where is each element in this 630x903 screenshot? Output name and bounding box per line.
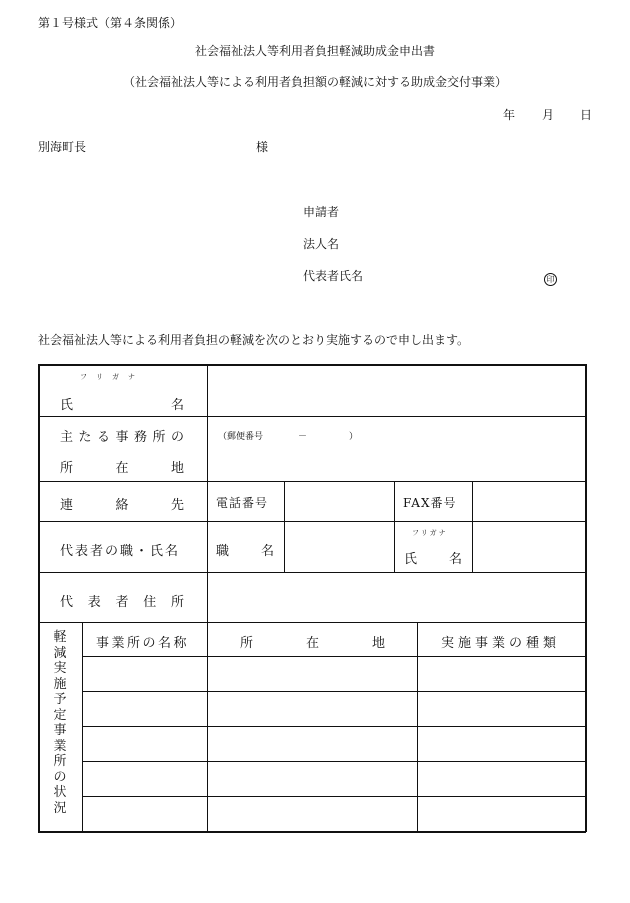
- postal-close: ）: [349, 432, 359, 442]
- addressee-honorific: 様: [256, 140, 269, 154]
- title-label: [216, 540, 274, 559]
- vertical-char: 予: [53, 692, 67, 707]
- name-char: 氏: [60, 398, 74, 413]
- phone-label: 電話番号: [216, 496, 269, 510]
- office-char: 在: [115, 461, 129, 476]
- location-field[interactable]: [209, 763, 416, 795]
- rep-name-field[interactable]: [474, 523, 584, 571]
- rep-title-name-label: 代表者の職・氏名: [60, 544, 181, 559]
- corp-name-label: 法人名: [303, 237, 340, 251]
- postal-code-label: （郵便番号: [218, 432, 264, 442]
- form-number: 第１号様式（第４条関係）: [38, 16, 183, 30]
- addressee-name: 別海町長: [38, 140, 87, 154]
- office-name-field[interactable]: [84, 728, 206, 760]
- vertical-char: 況: [53, 800, 67, 816]
- date-month: 月: [542, 108, 555, 122]
- name-char: 名: [170, 398, 184, 413]
- title-char: 職: [216, 544, 230, 559]
- rep-address-label: [60, 591, 184, 610]
- rep-name-label: 代表者氏名: [303, 269, 364, 283]
- furigana-label: フ リ ガ ナ: [80, 373, 136, 381]
- rep-address-char: 住: [143, 595, 157, 610]
- name-char: 名: [448, 552, 462, 567]
- furigana-small-label: フリガナ: [412, 529, 448, 537]
- vertical-char: 軽: [53, 630, 67, 645]
- location-field[interactable]: [209, 658, 416, 690]
- col-header-service-type: 実施事業の種類: [441, 636, 561, 651]
- service-type-field[interactable]: [419, 693, 584, 725]
- vertical-char: 定: [53, 707, 67, 723]
- contact-char: 先: [170, 498, 184, 513]
- date-day: 日: [580, 108, 593, 122]
- rep-name-label-cell: [404, 548, 462, 567]
- postal-dash: －: [298, 432, 308, 442]
- name-label: [60, 394, 184, 413]
- vertical-char: 所: [53, 754, 67, 769]
- office-name-field[interactable]: [84, 798, 206, 830]
- vertical-char: 減: [53, 645, 67, 661]
- service-type-field[interactable]: [419, 798, 584, 830]
- fax-field[interactable]: [474, 483, 584, 520]
- vertical-char: 事: [53, 723, 67, 738]
- statement: 社会福祉法人等による利用者負担の軽減を次のとおり実施するので申し出ます。: [38, 333, 470, 347]
- contact-char: 連: [60, 498, 74, 513]
- vertical-char: 業: [53, 738, 67, 754]
- location-char: 在: [305, 636, 319, 651]
- rep-address-char: 所: [170, 595, 184, 610]
- rep-address-char: 者: [115, 595, 129, 610]
- col-header-office-name: 事業所の名称: [96, 636, 190, 651]
- rep-address-field[interactable]: [209, 574, 584, 621]
- form-subtitle: （社会福祉法人等による利用者負担額の軽減に対する助成金交付事業）: [122, 75, 507, 89]
- service-type-field[interactable]: [419, 763, 584, 795]
- phone-field[interactable]: [286, 483, 393, 520]
- vertical-char: の: [53, 769, 67, 785]
- location-field[interactable]: [209, 798, 416, 830]
- contact-char: 絡: [115, 498, 129, 513]
- applicant-label: 申請者: [303, 205, 340, 219]
- rep-address-char: 表: [87, 595, 101, 610]
- col-header-location: [240, 632, 385, 651]
- office-label-line1: 主たる事務所の: [60, 430, 190, 445]
- vertical-char: 施: [53, 676, 67, 692]
- office-char: 所: [60, 461, 74, 476]
- location-field[interactable]: [209, 728, 416, 760]
- title-char: 名: [260, 544, 274, 559]
- seal-mark: [544, 267, 557, 286]
- rep-title-field[interactable]: [286, 523, 393, 571]
- office-name-field[interactable]: [84, 658, 206, 690]
- fax-label: FAX番号: [403, 496, 457, 510]
- service-type-field[interactable]: [419, 658, 584, 690]
- location-char: 地: [371, 636, 385, 651]
- section-vertical-label: [46, 630, 74, 816]
- service-type-field[interactable]: [419, 728, 584, 760]
- office-name-field[interactable]: [84, 763, 206, 795]
- office-name-field[interactable]: [84, 693, 206, 725]
- vertical-char: 状: [53, 785, 67, 800]
- name-field[interactable]: [209, 366, 584, 415]
- form-title: 社会福祉法人等利用者負担軽減助成金申出書: [194, 44, 435, 58]
- office-label-line2: [60, 457, 184, 476]
- office-address-field[interactable]: [209, 444, 584, 480]
- office-char: 地: [170, 461, 184, 476]
- contact-label: [60, 494, 184, 513]
- vertical-char: 実: [53, 661, 67, 676]
- location-char: 所: [240, 636, 254, 651]
- rep-address-char: 代: [60, 595, 74, 610]
- seal-icon: 印: [544, 273, 557, 286]
- name-char: 氏: [404, 552, 418, 567]
- location-field[interactable]: [209, 693, 416, 725]
- date-year: 年: [503, 108, 516, 122]
